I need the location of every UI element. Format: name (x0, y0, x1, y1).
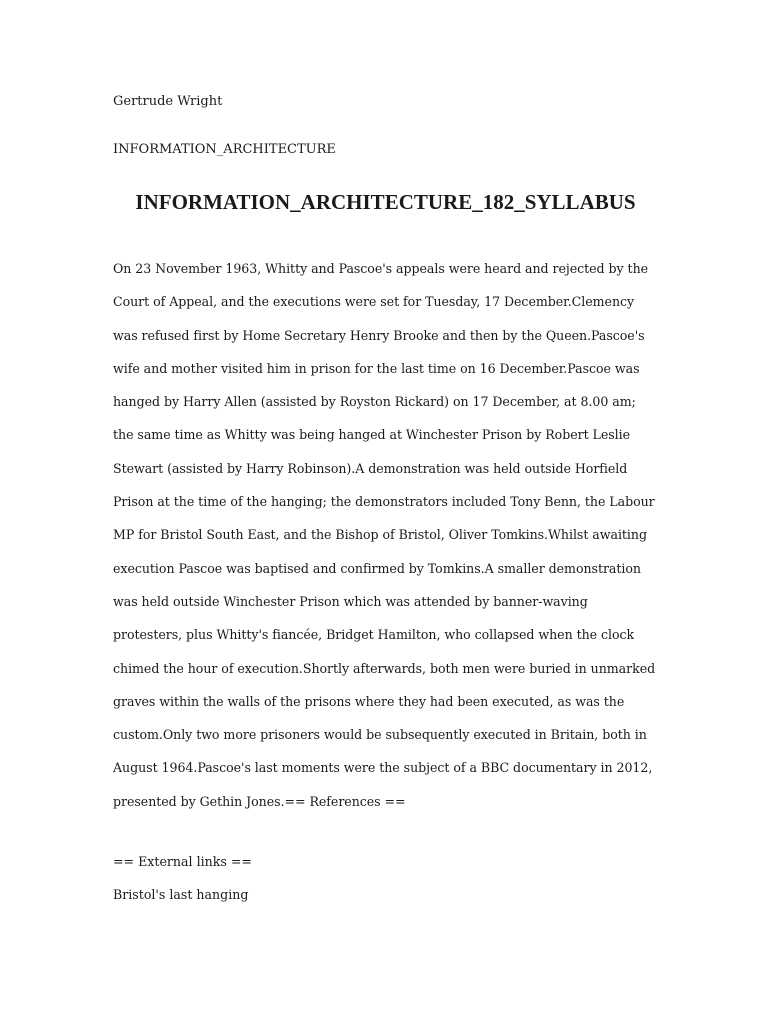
body-paragraph: On 23 November 1963, Whitty and Pascoe's appeals were heard and rejected by the Court of Appeal, and the executions were set for Tuesday, 17 December.Clemency was refused first by Home Secretary Henry Brooke and then by the Queen.Pascoe's wife and mother visited him in prison for the last time on 16 December.Pascoe was hanged by Harry Allen (assisted by Royston Rickard) on 17 December, at 8.00 am; the same time as Whitty was being hanged at Winchester Prison by Robert Leslie Stewart (assisted by Harry Robinson).A demonstration was held outside Horfield Prison at the time of the hanging; the demonstrators included Tony Benn, the Labour MP for Bristol South East, and the Bishop of Bristol, Oliver Tomkins.Whilst awaiting execution Pascoe was baptised and confirmed by Tomkins.A smaller demonstration was held outside Winchester Prison which was attended by banner-waving protesters, plus Whitty's fiancée, Bridget Hamilton, who collapsed when the clock chimed the hour of execution.Shortly afterwards, both men were buried in unmarked graves within the walls of the prisons where they had been executed, as was the custom.Only two more prisoners would be subsequently executed in Britain, both in August 1964.Pascoe's last moments were the subject of a BBC documentary in 2012, presented by Gethin Jones.== References == (113, 261, 656, 809)
external-links-heading: == External links == (113, 854, 252, 869)
document-title: INFORMATION_ARCHITECTURE_182_SYLLABUS (135, 190, 636, 214)
external-link-item: Bristol's last hanging (113, 887, 249, 902)
course-name: INFORMATION_ARCHITECTURE (113, 142, 336, 157)
author-name: Gertrude Wright (113, 94, 223, 109)
